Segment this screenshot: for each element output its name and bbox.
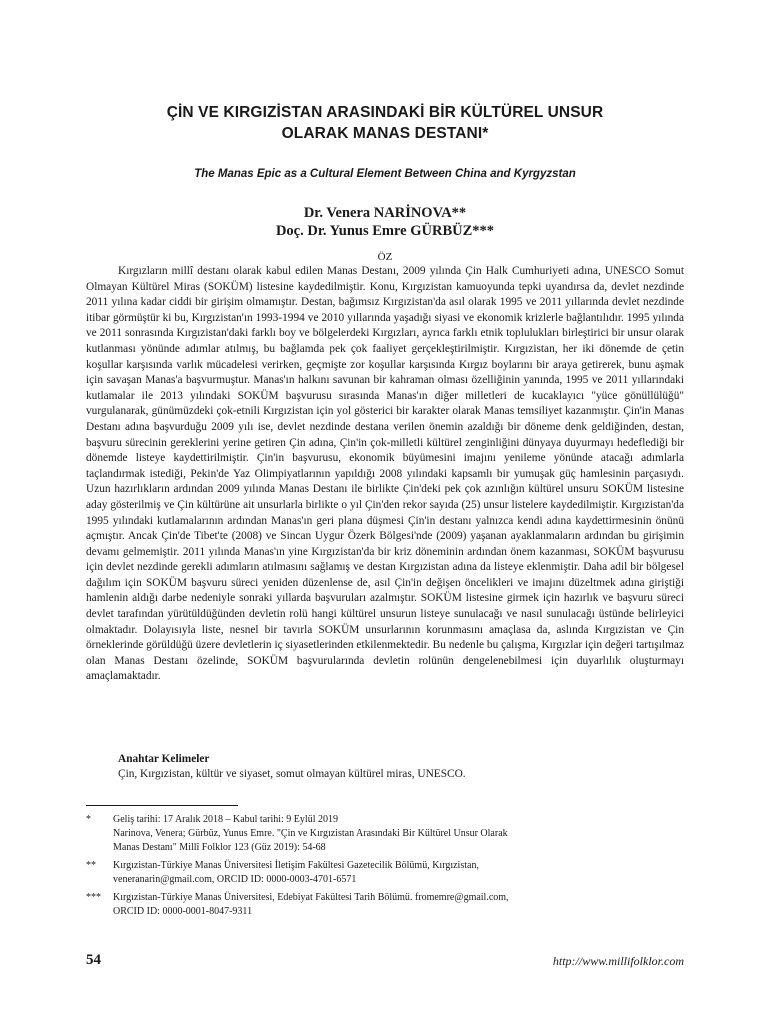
- keywords-text: Çin, Kırgızistan, kültür ve siyaset, somut olmayan kültürel miras, UNESCO.: [118, 768, 466, 780]
- english-title: The Manas Epic as a Cultural Element Between China and Kyrgyzstan: [194, 168, 576, 180]
- footnote-line: Manas Destanı" Millî Folklor 123 (Güz 2019): 54-68: [113, 842, 326, 853]
- footnote-3: [86, 891, 684, 919]
- footnote-mark: **: [86, 860, 96, 871]
- title-line-2: OLARAK MANAS DESTANI*: [281, 125, 489, 142]
- footnote-2: [86, 859, 684, 887]
- author-2: Doç. Dr. Yunus Emre GÜRBÜZ***: [275, 223, 495, 239]
- author-1: Dr. Venera NARİNOVA**: [303, 205, 467, 221]
- footnotes: [86, 813, 684, 923]
- title-line-1: ÇİN VE KIRGIZİSTAN ARASINDAKİ BİR KÜLTÜREL UNSUR: [166, 104, 604, 121]
- keywords-heading: Anahtar Kelimeler: [118, 753, 210, 765]
- footnote-line: Geliş tarihi: 17 Aralık 2018 – Kabul tarihi: 9 Eylül 2019: [113, 814, 338, 825]
- abstract-heading: ÖZ: [377, 251, 393, 263]
- footnote-mark: *: [86, 814, 91, 825]
- abstract-paragraph: Kırgızların millî destanı olarak kabul edilen Manas Destanı, 2009 yılında Çin Halk Cumhuriyeti adına, UNESCO Somut Olmayan Kültürel Miras (SOKÜM) listesine kaydedilmiştir. Konu, Kırgızistan kamuoyunda tepki uyandırsa da, devlet nezdinde 2011 yılına kadar ciddi bir girişim olmamıştır. Destan, bağımsız Kırgızistan'da asıl olarak 1995 ve 2011 yıllarında devlet nezdinde itibar görmüştür ki bu, Kırgızistan'ın 1993-1994 ve 2010 yıllarında yaşadığı siyasi ve ekonomik krizlerle bağlantılıdır. 1995 yılında ve 2011 sonrasında Kırgızistan'daki farklı boy ve bölgelerdeki Kırgızları, ayrıca farklı etnik toplulukları birleştirici bir unsur olarak kutlanması yönünde adımlar atılmış, bu bağlamda pek çok faaliyet gerçekleştirilmiştir. Kırgızistan, her iki dönemde de çetin koşullar karşısında varlık mücadelesi verirken, geçmişte zor koşullar karşısında Kırgız boylarını bir araya getirerek, bunu aşmak için savaşan Manas'a başvurmuştur. Manas'ın halkını savunan bir kahraman olması özelliğinin yanında, 1995 ve 2011 yıllarındaki kutlamalar ile 2013 yılındaki SOKÜM başvurusu sırasında Manas'ın diğer milletleri de kucaklayıcı "yüce gönüllülüğü" vurgulanarak, günümüzdeki çok-etnili Kırgızistan için yol gösterici bir karakter olarak Manas temsiliyet kazanmıştır. Çin'in Manas Destanı adına başvurduğu 2009 yılı ise, devlet nezdinde destana verilen önemin azaldığı bir döneme denk geldiğinden, destan, başvuru sürecinin gereklerini yerine getiren Çin adına, Çin'in çok-milletli kültürel zenginliğini dünyaya duyurmayı hedeflediği bir dönemde listeye kaydettirilmiştir. Çin'in başvurusu, ekonomik büyümesini imajını yenileme yönünde atacağı adımlarla taçlandırmak istediği, Pekin'de Yaz Olimpiyatlarının yapıldığı 2008 yılındaki kapsamlı bir yumuşak güç hamlesinin parçasıydı. Uzun hazırlıkların ardından 2009 yılında Manas Destanı ile birlikte Çin'deki pek çok azınlığın kültürel unsuru SOKÜM listesine aday gösterilmiş ve Çin kültürüne ait unsurlarla birlikte o yıl Çin'den rekor sayıda (25) unsur listelere kaydedilmiştir. Kırgızistan'da 1995 yılındaki kutlamalarının ardından Manas'ın geri plana düşmesi Çin'in destanı yalnızca kendi adına kaydettirmesinin önünü açmıştır. Ancak Çin'de Tibet'te (2008) ve Sincan Uygur Özerk Bölgesi'nde (2009) yaşanan ayaklanmaların ardından bu girişimin devamı gelmemiştir. 2011 yılında Manas'ın yine Kırgızistan'da bir kriz döneminin ardından önem kazanması, SOKÜM başvurusu için devlet nezdinde gerekli adımların atılmasını sağlamış ve destan Kırgızistan adına da listeye eklenmiştir. Daha adil bir bölgesel dağılım için SOKÜM başvuru süreci yeniden düzenlense de, asıl Çin'in değişen öncelikleri ve imajını düzeltmek adına giriştiği hamlenin aldığı darbe nedeniyle sonraki yıllarda başvuruları azalmıştır. SOKÜM listesine girmek için hazırlık ve başvuru süreci devlet tarafından yürütüldüğünden devletin rolü hangi kültürel unsurun listeye sunulacağı ve nasıl sunulacağı üstünde belirleyici olmaktadır. Dolayısıyla liste, nesnel bir tavırla SOKÜM unsurlarının korunmasını amaçlasa da, aslında Kırgızistan ve Çin örneklerinde görüldüğü üzere devletlerin iç siyasetlerinden etkilenmektedir. Bu nedenle bu çalışma, Kırgızlar için değeri tartışılmaz olan Manas Destanı özelinde, SOKÜM başvurularında devletin rolünün dengelenebilmesi için duyarlılık oluşturmayı amaçlamaktadır.: [86, 265, 684, 683]
- author-list: [86, 204, 684, 240]
- journal-page: [86, 0, 684, 1024]
- abstract: [86, 264, 684, 685]
- footnote-1: [86, 813, 684, 855]
- footnote-mark: ***: [86, 892, 101, 903]
- journal-url[interactable]: http://www.millifolklor.com: [552, 954, 684, 968]
- footnote-line: Kırgızistan-Türkiye Manas Üniversitesi İletişim Fakültesi Gazetecilik Bölümü, Kırgızistan,: [113, 860, 479, 871]
- footnote-line: veneranarin@gmail.com, ORCID ID: 0000-0003-4701-6571: [113, 874, 357, 885]
- footnote-line: Kırgızistan-Türkiye Manas Üniversitesi, Edebiyat Fakültesi Tarih Bölümü. fromemre@gmail.com,: [113, 892, 509, 903]
- page-number: 54: [86, 952, 101, 968]
- footnote-line: Narinova, Venera; Gürbüz, Yunus Emre. "Çin ve Kırgızistan Arasındaki Bir Kültürel Unsur Olarak: [113, 828, 508, 839]
- article-title: [86, 102, 684, 144]
- footnote-line: ORCID ID: 0000-0001-8047-9311: [113, 906, 253, 917]
- footnote-rule: [86, 805, 238, 806]
